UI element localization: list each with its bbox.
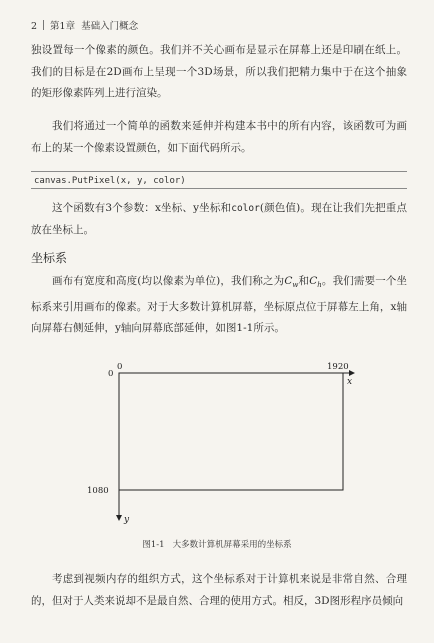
label-width: 1920 <box>327 362 349 372</box>
chapter-number: 第1章 <box>50 21 76 32</box>
page-number: 2 <box>31 21 38 32</box>
caption-text: 大多数计算机屏幕采用的坐标系 <box>172 540 292 550</box>
paragraph-1: 独设置每一个像素的颜色。我们并不关心画布是显示在屏幕上还是印刷在纸上。我们的目标是在2D画布上呈现一个3D场景，所以我们把精力集中于在这个抽象的矩形像素阵列上进行渲染。 <box>31 44 407 99</box>
paragraph-2: 我们将通过一个简单的函数来延伸并构建本书中的所有内容，该函数可为画布上的某一个像素设置颜色，如下面代码所示。 <box>31 120 407 154</box>
chapter-title: 基础入门概念 <box>81 21 139 32</box>
axis-label-x: x <box>347 377 353 387</box>
paragraph-4 <box>31 271 407 340</box>
paragraph-5: 考虑到视频内存的组织方式，这个坐标系对于计算机来说是非常自然、合理的，但对于人类来说却不是最自然、合理的使用方式。相反，3D图形程序员倾向 <box>31 573 407 607</box>
label-origin-x: 0 <box>117 362 123 372</box>
paragraph-3-text-b: (颜色值)。现在让我们先把重点放在坐标上。 <box>31 202 407 236</box>
symbol-cw: $C_w$ <box>284 275 299 290</box>
running-header <box>31 18 138 32</box>
caption-number: 图1-1 <box>142 540 165 550</box>
section-heading: 坐标系 <box>31 251 68 265</box>
paragraph-4-text-a: 画布有宽度和高度(均以像素为单位)，我们称之为 <box>52 275 285 287</box>
paragraph-4-text-b: 。我们需要一个坐标系来引用画布的像素。对于大多数计算机屏幕，坐标原点位于屏幕左上角，x轴向屏幕右侧延伸，y轴向屏幕底部延伸，如图1-1所示。 <box>31 275 408 335</box>
axis-label-y: y <box>124 515 130 525</box>
label-origin-y: 0 <box>108 369 114 379</box>
header-divider <box>43 20 44 30</box>
code-block: canvas.PutPixel(x, y, color) <box>31 171 407 189</box>
paragraph-3-text-a: 这个函数有3个参数：x坐标、y坐标和 <box>52 202 232 214</box>
figure-caption <box>0 538 434 550</box>
paragraph-3 <box>31 198 407 241</box>
inline-code-color: color <box>231 203 260 214</box>
screen-rectangle <box>119 373 343 490</box>
paragraph-4-and: 和 <box>298 275 310 287</box>
symbol-ch: $C_h$ <box>309 275 322 290</box>
label-height: 1080 <box>87 486 109 496</box>
